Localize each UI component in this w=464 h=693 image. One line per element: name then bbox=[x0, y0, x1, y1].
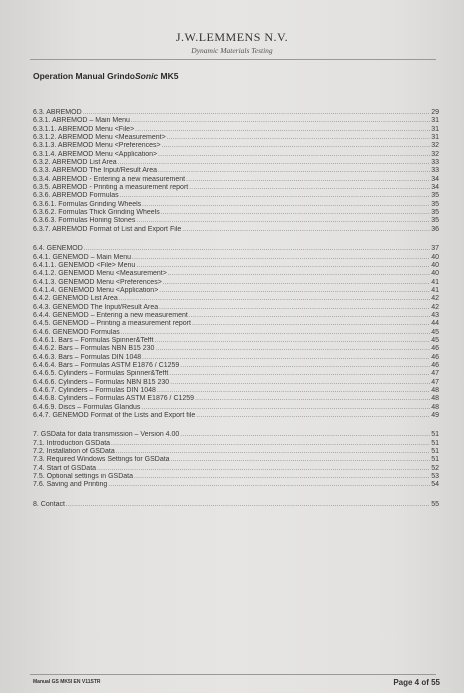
toc-entry-page: 46 bbox=[431, 345, 439, 353]
toc-dot-leader bbox=[155, 337, 431, 345]
toc-entry-title: 6.4.1.1. GENEMOD <File> Menu bbox=[33, 261, 136, 269]
toc-entry-page: 51 bbox=[431, 439, 439, 447]
toc-entry-page: 33 bbox=[431, 167, 439, 175]
toc-dot-leader bbox=[84, 245, 430, 253]
toc-entry-page: 51 bbox=[431, 456, 439, 464]
toc-entry-page: 51 bbox=[431, 448, 439, 456]
toc-entry bbox=[33, 245, 439, 253]
toc-entry-title: 6.4.1.4. GENEMOD Menu <Application> bbox=[33, 286, 159, 294]
toc-entry-title: 6.4.6.5. Cylinders – Formulas Spinner&Tefft bbox=[33, 370, 169, 378]
toc-entry-page: 44 bbox=[431, 320, 439, 328]
toc-dot-leader bbox=[157, 387, 430, 395]
toc-entry-page: 42 bbox=[431, 295, 439, 303]
toc-entry-page: 47 bbox=[431, 378, 439, 386]
manual-title bbox=[33, 71, 178, 81]
toc-entry bbox=[33, 176, 439, 184]
toc-entry-title: 6.4.1. GENEMOD – Main Menu bbox=[33, 253, 132, 261]
toc-dot-leader bbox=[131, 117, 430, 125]
toc-entry bbox=[33, 142, 439, 150]
toc-dot-leader bbox=[108, 481, 430, 489]
toc-dot-leader bbox=[161, 209, 431, 217]
toc-dot-leader bbox=[182, 226, 430, 234]
toc-entry-title: 6.3.6.2. Formulas Thick Grinding Wheels bbox=[33, 209, 160, 217]
toc-dot-leader bbox=[180, 362, 430, 370]
toc-dot-leader bbox=[66, 501, 430, 509]
toc-entry-title: 6.4.6.1. Bars – Formulas Spinner&Tefft bbox=[33, 336, 154, 344]
toc-entry-title: 6.4.4. GENEMOD – Entering a new measurement bbox=[33, 311, 188, 319]
header-rule bbox=[30, 59, 436, 60]
toc-entry-title: 7.1. Introduction GSData bbox=[33, 439, 111, 447]
toc-entry-title: 7. GSData for data transmission – Version 4.00 bbox=[33, 431, 180, 439]
toc-dot-leader bbox=[196, 412, 430, 420]
toc-entry-title: 6.4.1.2. GENEMOD Menu <Measurement> bbox=[33, 270, 167, 278]
toc-dot-leader bbox=[192, 320, 430, 328]
toc-entry-page: 48 bbox=[431, 387, 439, 394]
toc-entry-title: 7.6. Saving and Printing bbox=[33, 481, 108, 489]
toc-entry bbox=[33, 262, 439, 270]
toc-entry-title: 6.4.7. GENEMOD Format of the Lists and Export file bbox=[33, 412, 196, 420]
toc-entry-title: 6.3.4. ABREMOD - Entering a new measurement bbox=[33, 175, 186, 183]
toc-entry-page: 47 bbox=[431, 370, 439, 378]
toc-entry-title: 6.3.5. ABREMOD - Printing a measurement report bbox=[33, 184, 189, 192]
toc-entry-title: 6.3.6. ABREMOD Formulas bbox=[33, 192, 119, 200]
toc-entry bbox=[33, 209, 439, 217]
toc-dot-leader bbox=[169, 370, 430, 378]
toc-dot-leader bbox=[97, 465, 430, 473]
toc-entry bbox=[33, 320, 439, 328]
toc-dot-leader bbox=[118, 159, 431, 167]
toc-entry-page: 32 bbox=[431, 142, 439, 150]
toc-dot-leader bbox=[135, 126, 430, 134]
toc-entry-page: 40 bbox=[431, 270, 439, 278]
toc-dot-leader bbox=[142, 201, 430, 209]
toc-entry-page: 46 bbox=[431, 353, 439, 361]
toc-entry bbox=[33, 481, 439, 489]
toc-entry-title: 8. Contact bbox=[33, 500, 65, 508]
toc-entry-page: 37 bbox=[431, 245, 439, 253]
toc-entry bbox=[33, 387, 439, 395]
toc-entry-page: 48 bbox=[431, 395, 439, 403]
toc-entry-title: 6.4.6.8. Cylinders – Formulas ASTM E1876 / C1259 bbox=[33, 395, 195, 403]
toc-entry-title: 6.3. ABREMOD bbox=[33, 109, 82, 116]
toc-entry-title: 6.4.6.4. Bars – Formulas ASTM E1876 / C1259 bbox=[33, 361, 180, 369]
footer-document-id: Manual GS MK5I EN V11STR bbox=[33, 679, 101, 685]
toc-entry bbox=[33, 134, 439, 142]
toc-entry bbox=[33, 151, 439, 159]
manual-title-suffix: MK5 bbox=[158, 71, 179, 81]
toc-dot-leader bbox=[116, 448, 430, 456]
toc-entry-title: 6.3.6.3. Formulas Honing Stones bbox=[33, 217, 136, 225]
toc-section bbox=[33, 431, 439, 489]
toc-entry bbox=[33, 337, 439, 345]
toc-entry bbox=[33, 270, 439, 278]
toc-entry bbox=[33, 279, 439, 287]
toc-entry-title: 6.4.5. GENEMOD – Printing a measurement report bbox=[33, 320, 191, 328]
toc-dot-leader bbox=[159, 287, 430, 295]
table-of-contents bbox=[33, 109, 439, 520]
toc-entry bbox=[33, 217, 439, 225]
toc-entry-page: 48 bbox=[431, 403, 439, 411]
toc-dot-leader bbox=[119, 295, 430, 303]
toc-entry-page: 53 bbox=[431, 473, 439, 481]
toc-entry bbox=[33, 345, 439, 353]
toc-entry bbox=[33, 404, 439, 412]
toc-dot-leader bbox=[168, 270, 430, 278]
toc-entry-title: 6.4.6.3. Bars – Formulas DIN 1048 bbox=[33, 353, 142, 361]
toc-entry-page: 36 bbox=[431, 225, 439, 233]
toc-entry-title: 6.4.6. GENEMOD Formulas bbox=[33, 328, 120, 336]
toc-dot-leader bbox=[195, 395, 430, 403]
toc-entry-page: 35 bbox=[431, 200, 439, 208]
toc-dot-leader bbox=[155, 345, 430, 353]
toc-entry-page: 31 bbox=[431, 134, 439, 142]
toc-dot-leader bbox=[162, 142, 431, 150]
toc-entry-title: 6.4.6.7. Cylinders – Formulas DIN 1048 bbox=[33, 387, 156, 394]
toc-dot-leader bbox=[189, 312, 430, 320]
toc-entry-title: 7.5. Optional settings in GSData bbox=[33, 473, 133, 481]
toc-entry-page: 31 bbox=[431, 117, 439, 125]
toc-entry bbox=[33, 109, 439, 117]
toc-entry bbox=[33, 254, 439, 262]
toc-entry bbox=[33, 448, 439, 456]
toc-entry bbox=[33, 412, 439, 420]
toc-entry-page: 52 bbox=[431, 464, 439, 472]
toc-section bbox=[33, 109, 439, 234]
toc-entry bbox=[33, 379, 439, 387]
toc-dot-leader bbox=[120, 192, 431, 200]
toc-entry-title: 7.4. Start of GSData bbox=[33, 464, 97, 472]
toc-dot-leader bbox=[159, 304, 430, 312]
toc-entry bbox=[33, 304, 439, 312]
toc-entry bbox=[33, 501, 439, 509]
toc-entry-page: 40 bbox=[431, 253, 439, 261]
toc-entry-page: 45 bbox=[431, 336, 439, 344]
toc-entry bbox=[33, 395, 439, 403]
toc-entry-title: 6.4.6.2. Bars – Formulas NBN B15 230 bbox=[33, 345, 155, 353]
toc-entry-title: 6.4.6.9. Discs – Formulas Glandus bbox=[33, 403, 141, 411]
company-tagline: Dynamic Materials Testing bbox=[191, 46, 273, 55]
toc-entry-page: 41 bbox=[431, 286, 439, 294]
toc-entry-page: 33 bbox=[431, 159, 439, 167]
toc-entry-page: 43 bbox=[431, 311, 439, 319]
footer-page-number: Page 4 of 55 bbox=[393, 678, 440, 687]
toc-dot-leader bbox=[134, 473, 430, 481]
toc-entry-title: 7.3. Required Windows Settings for GSData bbox=[33, 456, 170, 464]
toc-dot-leader bbox=[141, 404, 430, 412]
toc-entry-title: 6.4.2. GENEMOD List Area bbox=[33, 295, 118, 303]
toc-entry-page: 29 bbox=[431, 109, 439, 116]
toc-dot-leader bbox=[132, 254, 430, 262]
toc-entry bbox=[33, 184, 439, 192]
toc-entry-page: 35 bbox=[431, 192, 439, 200]
toc-dot-leader bbox=[170, 379, 430, 387]
toc-entry-title: 6.3.7. ABREMOD Format of List and Export File bbox=[33, 225, 182, 233]
toc-dot-leader bbox=[186, 176, 430, 184]
toc-entry-title: 6.3.6.1. Formulas Grinding Wheels bbox=[33, 200, 142, 208]
toc-entry bbox=[33, 126, 439, 134]
toc-dot-leader bbox=[111, 440, 430, 448]
toc-entry bbox=[33, 287, 439, 295]
toc-entry bbox=[33, 159, 439, 167]
toc-entry-title: 6.3.1.3. ABREMOD Menu <Preferences> bbox=[33, 142, 161, 150]
toc-entry bbox=[33, 465, 439, 473]
toc-entry-page: 34 bbox=[431, 184, 439, 192]
toc-entry-title: 6.4.1.3. GENEMOD Menu <Preferences> bbox=[33, 278, 162, 286]
toc-entry-title: 6.3.2. ABREMOD List Area bbox=[33, 159, 117, 167]
toc-entry bbox=[33, 312, 439, 320]
toc-dot-leader bbox=[83, 109, 431, 117]
toc-entry-page: 49 bbox=[431, 412, 439, 420]
toc-dot-leader bbox=[142, 354, 430, 362]
toc-entry-title: 7.2. Installation of GSData bbox=[33, 448, 115, 456]
toc-entry bbox=[33, 431, 439, 439]
toc-entry bbox=[33, 440, 439, 448]
toc-entry-page: 42 bbox=[431, 303, 439, 311]
toc-entry-title: 6.3.1.4. ABREMOD Menu <Application> bbox=[33, 150, 158, 158]
toc-entry bbox=[33, 295, 439, 303]
toc-dot-leader bbox=[136, 262, 430, 270]
toc-entry-page: 40 bbox=[431, 261, 439, 269]
toc-section bbox=[33, 245, 439, 420]
manual-title-brand: Sonic bbox=[135, 71, 159, 81]
toc-entry bbox=[33, 167, 439, 175]
toc-entry-page: 35 bbox=[431, 209, 439, 217]
toc-dot-leader bbox=[163, 279, 430, 287]
toc-entry-page: 34 bbox=[431, 175, 439, 183]
toc-entry bbox=[33, 329, 439, 337]
toc-entry-page: 32 bbox=[431, 150, 439, 158]
toc-dot-leader bbox=[136, 217, 430, 225]
toc-entry bbox=[33, 370, 439, 378]
toc-dot-leader bbox=[180, 431, 430, 439]
toc-entry-page: 55 bbox=[431, 500, 439, 508]
toc-entry-title: 6.3.1.2. ABREMOD Menu <Measurement> bbox=[33, 134, 166, 142]
toc-entry bbox=[33, 117, 439, 125]
toc-entry-title: 6.4.6.6. Cylinders – Formulas NBN B15 230 bbox=[33, 378, 170, 386]
toc-entry-title: 6.3.1. ABREMOD – Main Menu bbox=[33, 117, 130, 125]
toc-entry-page: 46 bbox=[431, 361, 439, 369]
toc-entry bbox=[33, 354, 439, 362]
toc-section bbox=[33, 501, 439, 509]
toc-dot-leader bbox=[171, 456, 431, 464]
toc-entry-page: 35 bbox=[431, 217, 439, 225]
toc-entry-page: 45 bbox=[431, 328, 439, 336]
toc-dot-leader bbox=[158, 151, 430, 159]
toc-dot-leader bbox=[167, 134, 431, 142]
toc-entry-title: 6.4.3. GENEMOD The Input/Result Area bbox=[33, 303, 159, 311]
toc-entry bbox=[33, 192, 439, 200]
toc-entry-page: 31 bbox=[431, 125, 439, 133]
toc-entry bbox=[33, 456, 439, 464]
toc-entry-title: 6.3.1.1. ABREMOD Menu <File> bbox=[33, 125, 135, 133]
toc-entry bbox=[33, 201, 439, 209]
toc-entry-page: 51 bbox=[431, 431, 439, 439]
toc-entry-page: 54 bbox=[431, 481, 439, 489]
manual-title-prefix: Operation Manual Grindo bbox=[33, 71, 136, 81]
toc-dot-leader bbox=[121, 329, 430, 337]
toc-entry-title: 6.3.3. ABREMOD The Input/Result Area bbox=[33, 167, 157, 175]
toc-entry bbox=[33, 473, 439, 481]
toc-dot-leader bbox=[158, 167, 430, 175]
footer-rule bbox=[30, 674, 436, 675]
toc-entry bbox=[33, 226, 439, 234]
company-name: J.W.LEMMENS N.V. bbox=[175, 30, 289, 44]
toc-dot-leader bbox=[189, 184, 430, 192]
toc-entry-title: 6.4. GENEMOD bbox=[33, 245, 83, 253]
toc-entry-page: 41 bbox=[431, 278, 439, 286]
toc-entry bbox=[33, 362, 439, 370]
